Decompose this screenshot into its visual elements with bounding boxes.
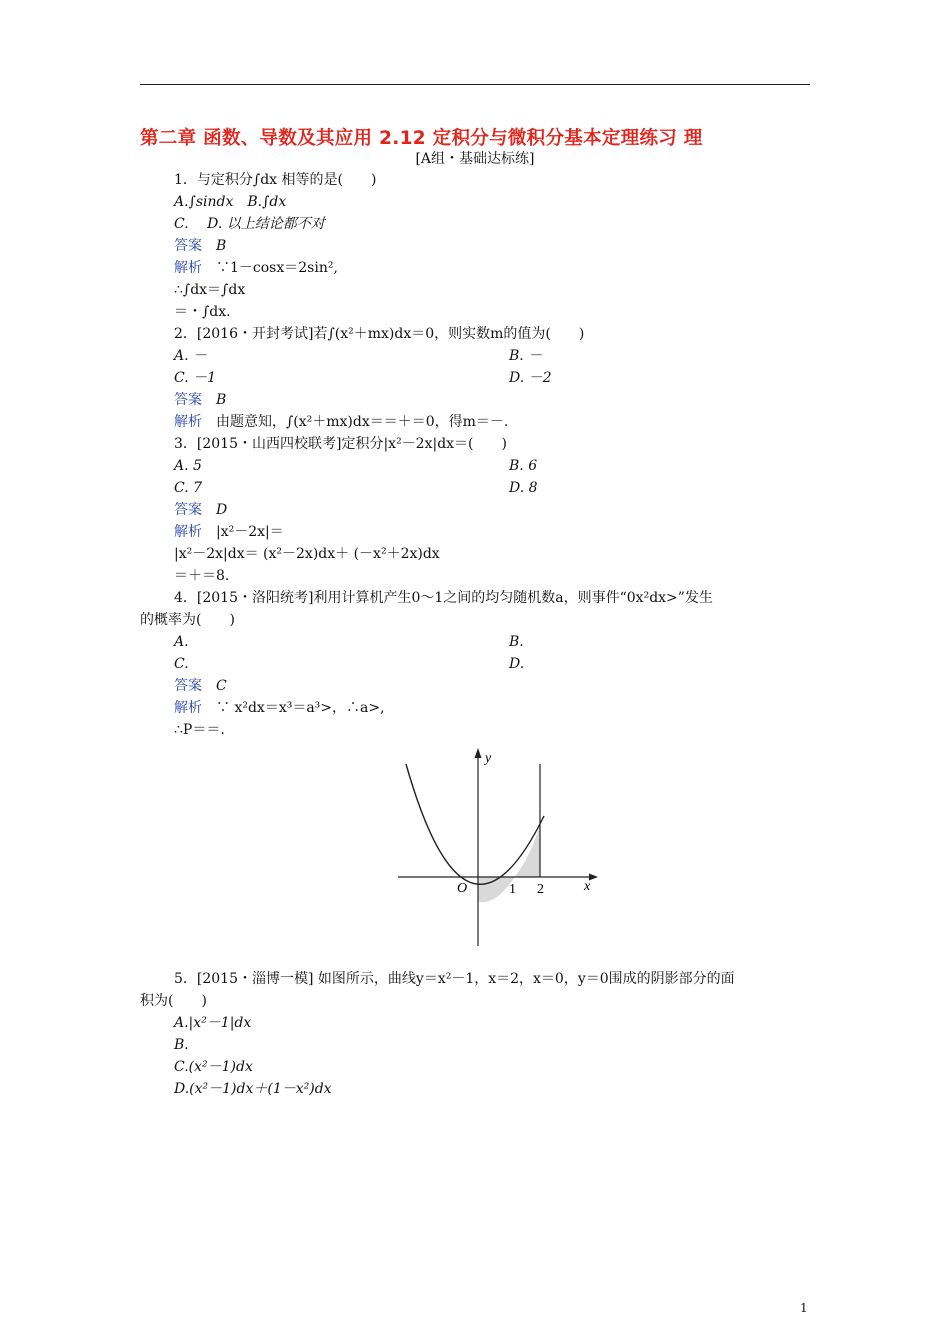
q2-stem: 2．[2016・开封考试]若∫(x²＋mx)dx＝0，则实数m的值为( ) <box>174 326 585 342</box>
q3-option-d: D. 8 <box>509 480 538 496</box>
q1-option-ab: A.∫sindx B.∫dx <box>174 194 287 210</box>
q2-answer-value: B <box>216 392 227 408</box>
x-axis-label: x <box>584 879 591 894</box>
q4-option-a: A. <box>174 634 189 650</box>
q4-stem-line2: 的概率为( ) <box>140 612 235 628</box>
q3-sol-line3: ＝＋＝8. <box>174 568 230 584</box>
origin-label: O <box>457 881 468 896</box>
q4-answer <box>174 677 227 695</box>
q1-sol-line1: ∵1－cosx＝2sin², <box>216 260 338 276</box>
tick-label-2: 2 <box>537 882 544 897</box>
q3-stem: 3．[2015・山西四校联考]定积分|x²－2x|dx＝( ) <box>174 436 507 452</box>
q2-option-d: D. －2 <box>509 370 552 386</box>
q2-sol-line1: 由题意知，∫(x²＋mx)dx＝＝＋＝0，得m＝－. <box>216 414 509 430</box>
y-axis-arrow <box>475 748 482 758</box>
q3-answer <box>174 501 227 519</box>
q5-option-a: A.|x²－1|dx <box>174 1015 252 1031</box>
answer-label: 答案 <box>174 392 202 408</box>
q1-sol-line3: ＝・∫dx. <box>174 304 231 320</box>
q2-analysis <box>174 413 508 431</box>
q1-answer-value: B <box>216 238 227 254</box>
answer-label: 答案 <box>174 238 202 254</box>
q4-sol-line1: ∵ x²dx＝x³＝a³>，∴a>, <box>216 700 385 716</box>
q3-sol-line2: |x²－2x|dx＝ (x²－2x)dx＋ (－x²＋2x)dx <box>174 546 440 562</box>
q1-sol-line2: ∴∫dx＝∫dx <box>174 282 246 298</box>
q3-option-a: A. 5 <box>174 458 202 474</box>
q2-option-a: A. － <box>174 348 208 364</box>
q3-option-c: C. 7 <box>174 480 203 496</box>
section-subtitle: [A组・基础达标练] <box>415 151 535 167</box>
q5-stem-line2: 积为( ) <box>140 993 207 1009</box>
answer-label: 答案 <box>174 678 202 694</box>
analysis-label: 解析 <box>174 260 202 276</box>
q2-option-b: B. － <box>509 348 543 364</box>
q5-option-d: D.(x²－1)dx＋(1－x²)dx <box>174 1081 332 1097</box>
q1-option-cd: C. D. 以上结论都不对 <box>174 216 325 232</box>
q4-analysis <box>174 699 385 717</box>
analysis-label: 解析 <box>174 414 202 430</box>
q3-analysis <box>174 523 284 541</box>
tick-label-1: 1 <box>509 882 516 897</box>
q4-answer-value: C <box>216 678 227 694</box>
document-title: 第二章 函数、导数及其应用 2.12 定积分与微积分基本定理练习 理 <box>140 128 703 149</box>
q4-sol-line2: ∴P＝＝. <box>174 722 225 738</box>
q1-analysis <box>174 259 338 277</box>
q3-answer-value: D <box>216 502 228 518</box>
q5-stem-line1: 5．[2015・淄博一模] 如图所示，曲线y＝x²－1，x＝2，x＝0，y＝0围成的阴影部分的面 <box>174 971 735 987</box>
q4-option-d: D. <box>509 656 525 672</box>
q2-answer <box>174 391 226 409</box>
q1-answer <box>174 237 226 255</box>
top-rule <box>140 84 810 85</box>
q5-option-b: B. <box>174 1037 189 1053</box>
answer-label: 答案 <box>174 502 202 518</box>
x-axis-arrow <box>589 874 598 881</box>
y-axis-label: y <box>485 751 492 766</box>
shaded-region-right <box>515 826 541 878</box>
q1-stem: 1．与定积分∫dx 相等的是( ) <box>174 172 377 188</box>
q3-option-b: B. 6 <box>509 458 538 474</box>
q4-stem-line1: 4．[2015・洛阳统考]利用计算机产生0～1之间的均匀随机数a，则事件“0x²dx>”发生 <box>174 590 713 606</box>
parabola-figure <box>394 742 604 952</box>
q4-option-b: B. <box>509 634 524 650</box>
q4-option-c: C. <box>174 656 189 672</box>
q3-sol-line1: |x²－2x|＝ <box>216 524 284 540</box>
analysis-label: 解析 <box>174 524 202 540</box>
page-number: 1 <box>800 1301 808 1315</box>
q5-option-c: C.(x²－1)dx <box>174 1059 253 1075</box>
analysis-label: 解析 <box>174 700 202 716</box>
q2-option-c: C. －1 <box>174 370 217 386</box>
